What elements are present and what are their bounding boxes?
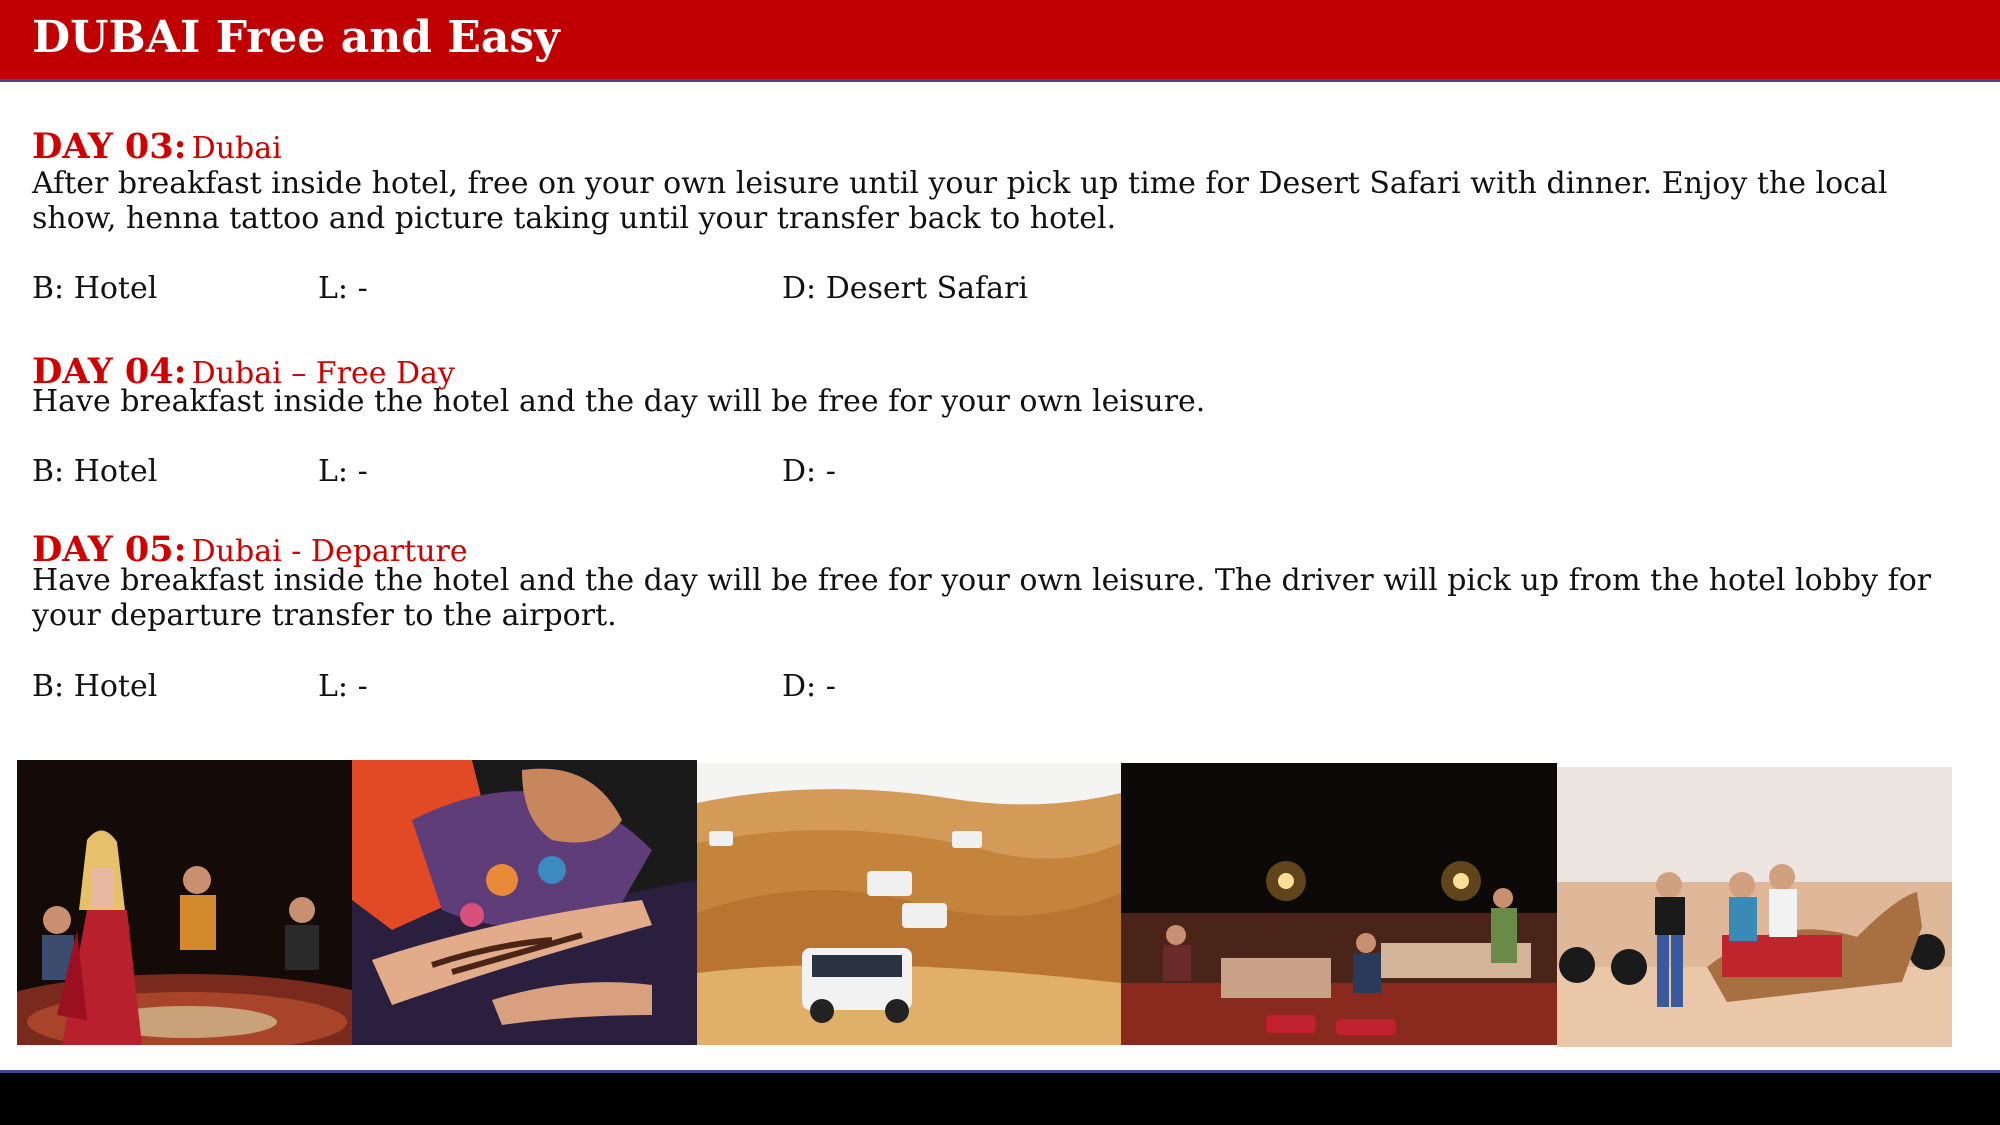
day-04-breakfast: B: Hotel bbox=[32, 454, 158, 489]
day-04-description: Have breakfast inside the hotel and the day will be free for your own leisure. bbox=[32, 384, 1206, 419]
day-05-dinner: D: - bbox=[782, 669, 836, 704]
camel-selfie-photo bbox=[1557, 767, 1952, 1047]
day-03-dinner: D: Desert Safari bbox=[782, 271, 1028, 306]
day-03-breakfast: B: Hotel bbox=[32, 271, 158, 306]
day-03-label: DAY 03: bbox=[32, 126, 187, 167]
day-04-label: DAY 04: bbox=[32, 351, 187, 392]
day-05-label: DAY 05: bbox=[32, 529, 187, 570]
desert-camp-dinner-photo bbox=[1121, 763, 1557, 1045]
day-03-place: Dubai bbox=[191, 131, 282, 166]
day-05-lunch: L: - bbox=[318, 669, 368, 704]
day-04-place: Dubai – Free Day bbox=[191, 356, 455, 391]
day-03-lunch: L: - bbox=[318, 271, 368, 306]
belly-dance-photo bbox=[17, 760, 352, 1045]
day-04-lunch: L: - bbox=[318, 454, 368, 489]
day-05-description: Have breakfast inside the hotel and the day will be free for your own leisure. The driver will pick up from the hotel lobby for your departure transfer to the airport. bbox=[32, 563, 1932, 633]
henna-tattoo-photo bbox=[352, 760, 697, 1045]
day-03-description: After breakfast inside hotel, free on your own leisure until your pick up time for Desert Safari with dinner. Enjoy the local show, henna tattoo and picture taking until your transfer back to hotel. bbox=[32, 166, 1888, 236]
page-title: DUBAI Free and Easy bbox=[32, 12, 560, 63]
day-05-place: Dubai - Departure bbox=[191, 534, 468, 569]
dune-bashing-photo bbox=[697, 763, 1121, 1045]
day-04-dinner: D: - bbox=[782, 454, 836, 489]
day-03-heading bbox=[32, 126, 282, 167]
footer-bar bbox=[0, 1070, 2000, 1125]
title-bar bbox=[0, 0, 2000, 82]
day-05-breakfast: B: Hotel bbox=[32, 669, 158, 704]
